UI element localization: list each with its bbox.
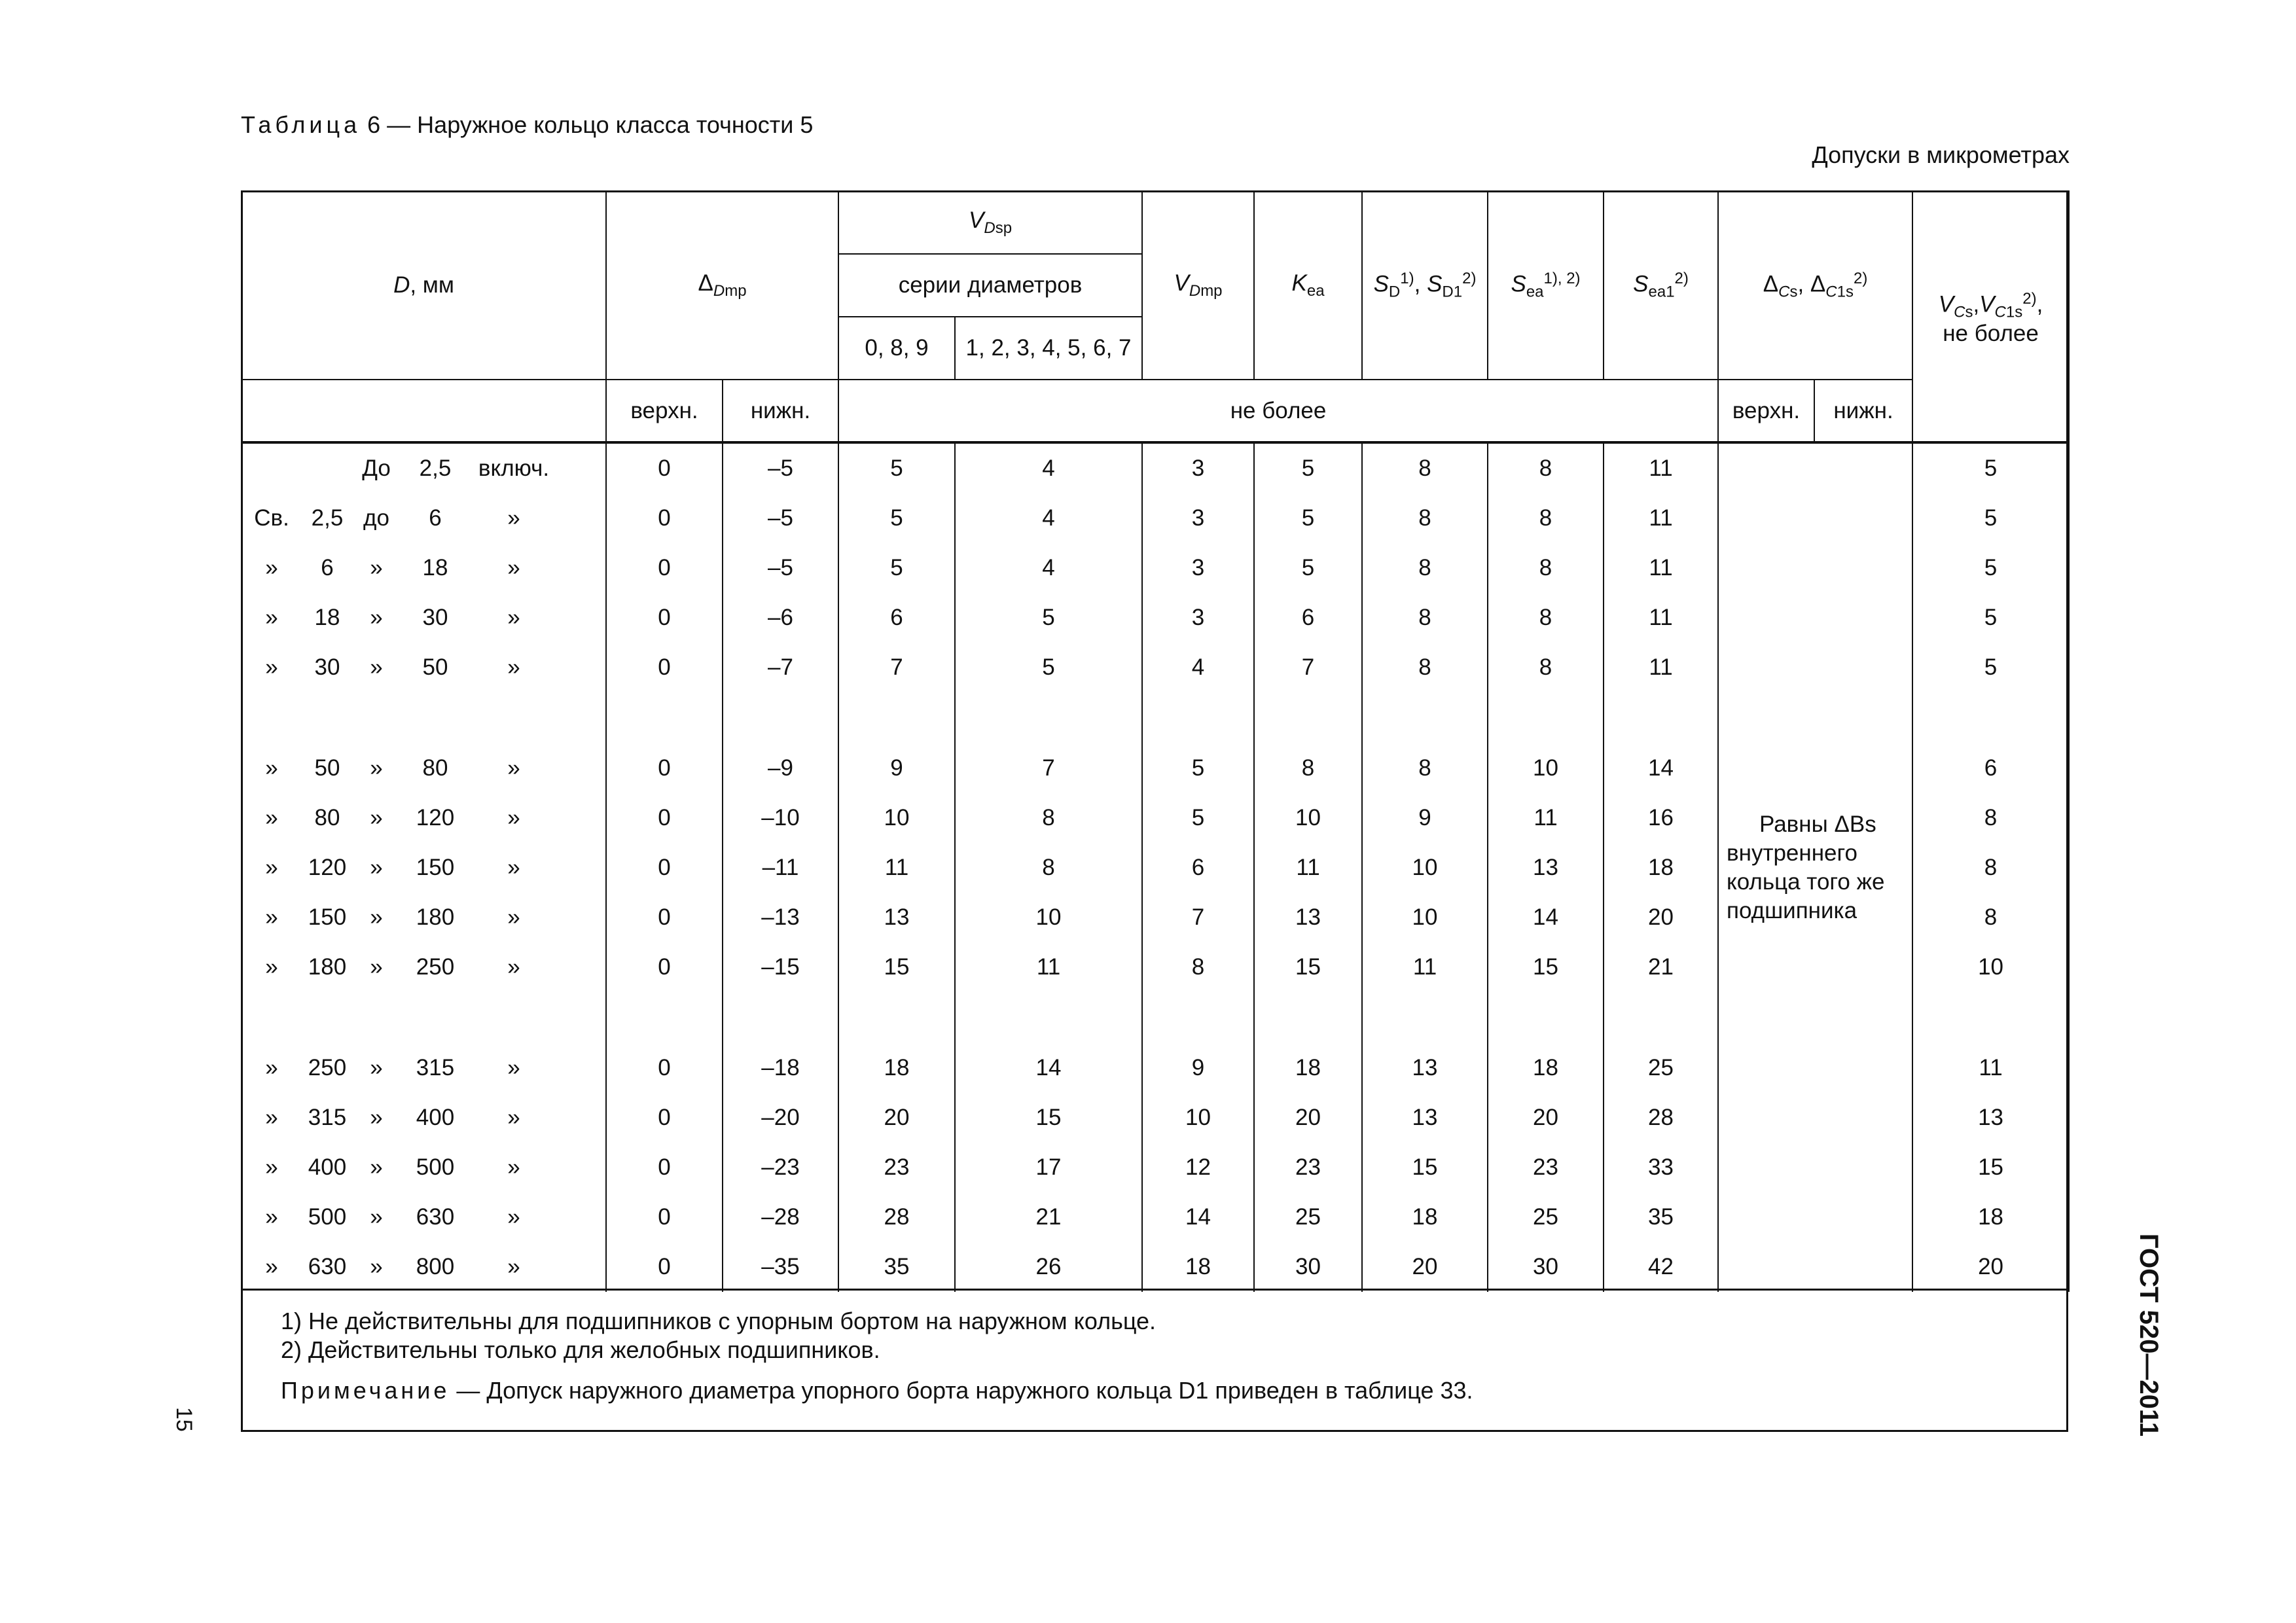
diameter-part: 500 bbox=[416, 1154, 455, 1180]
cell-a: 11 bbox=[838, 843, 955, 893]
diameter-part: » bbox=[265, 954, 278, 980]
diameter-part: » bbox=[370, 904, 383, 930]
table-title-text: 6 — Наружное кольцо класса точности 5 bbox=[361, 111, 814, 138]
diameter-part: » bbox=[507, 855, 520, 880]
cell-sea: 8 bbox=[1488, 543, 1604, 593]
cell-sd: 8 bbox=[1362, 643, 1488, 692]
cell-b: 5 bbox=[955, 593, 1142, 643]
diameter-range-cell bbox=[242, 643, 606, 692]
diameter-part: » bbox=[507, 1254, 520, 1279]
note-label: Примечание bbox=[281, 1377, 450, 1404]
cell-low: –10 bbox=[723, 793, 838, 843]
header-v-cs-note: не более bbox=[1943, 320, 2039, 346]
cell-vcs: 13 bbox=[1912, 1093, 2069, 1143]
cell-vcs: 10 bbox=[1912, 942, 2069, 992]
note-text: — Допуск наружного диаметра упорного борта наружного кольца D1 приведен в таблице 33. bbox=[450, 1377, 1473, 1404]
diameter-part: » bbox=[370, 555, 383, 580]
diameter-part: » bbox=[370, 1105, 383, 1130]
cell-vdmp: 3 bbox=[1142, 543, 1254, 593]
note bbox=[281, 1377, 1473, 1404]
cell-kea: 18 bbox=[1254, 1043, 1362, 1093]
cell-vcs: 5 bbox=[1912, 493, 2069, 543]
cell-up: 0 bbox=[606, 442, 723, 493]
cell-kea: 5 bbox=[1254, 493, 1362, 543]
diameter-part: 2,5 bbox=[311, 505, 344, 531]
cell-up: 0 bbox=[606, 1143, 723, 1192]
diameter-part: » bbox=[370, 1055, 383, 1080]
cell-low: –23 bbox=[723, 1143, 838, 1192]
cell-kea: 25 bbox=[1254, 1192, 1362, 1242]
diameter-part: 800 bbox=[416, 1254, 455, 1279]
gap-cell bbox=[1912, 692, 2069, 743]
diameter-part: » bbox=[265, 1105, 278, 1130]
diameter-part: » bbox=[370, 605, 383, 630]
diameter-part: 80 bbox=[422, 755, 448, 781]
cell-low: –5 bbox=[723, 493, 838, 543]
cell-vcs: 15 bbox=[1912, 1143, 2069, 1192]
cell-sea: 10 bbox=[1488, 743, 1604, 793]
diameter-part: » bbox=[507, 1055, 520, 1080]
page-number: 15 bbox=[171, 1407, 196, 1432]
cell-sea1: 11 bbox=[1604, 593, 1718, 643]
units-note: Допуски в микрометрах bbox=[1812, 141, 2070, 168]
diameter-part: 18 bbox=[314, 605, 340, 630]
cell-b: 26 bbox=[955, 1242, 1142, 1292]
diameter-part: 250 bbox=[308, 1055, 347, 1080]
cell-sd: 13 bbox=[1362, 1043, 1488, 1093]
cell-kea: 8 bbox=[1254, 743, 1362, 793]
cell-low: –5 bbox=[723, 442, 838, 493]
cell-sea: 8 bbox=[1488, 493, 1604, 543]
diameter-part: 50 bbox=[314, 755, 340, 781]
diameter-range-cell bbox=[242, 442, 606, 493]
cell-a: 28 bbox=[838, 1192, 955, 1242]
header-series: серии диаметров bbox=[838, 254, 1142, 317]
cell-kea: 20 bbox=[1254, 1093, 1362, 1143]
cell-sea1: 16 bbox=[1604, 793, 1718, 843]
diameter-range-cell bbox=[242, 593, 606, 643]
cell-sea1: 14 bbox=[1604, 743, 1718, 793]
cell-sd: 20 bbox=[1362, 1242, 1488, 1292]
diameter-range-cell bbox=[242, 793, 606, 843]
cell-up: 0 bbox=[606, 843, 723, 893]
cell-low: –5 bbox=[723, 543, 838, 593]
cell-low: –15 bbox=[723, 942, 838, 992]
header-series-a: 0, 8, 9 bbox=[838, 317, 955, 380]
cell-a: 15 bbox=[838, 942, 955, 992]
header-s-d: $S_D^{1)}$, $S_{D1}^{2)}$ bbox=[1362, 191, 1488, 380]
cell-a: 9 bbox=[838, 743, 955, 793]
header-d-cs: $\Delta_{Cs}$, $\Delta_{C1s}^{2)}$ bbox=[1718, 191, 1912, 380]
cell-a: 7 bbox=[838, 643, 955, 692]
header-s-ea1: $S_{ea1}^{2)}$ bbox=[1604, 191, 1718, 380]
diameter-part: » bbox=[507, 1204, 520, 1230]
table-title bbox=[241, 111, 813, 139]
cell-sea: 30 bbox=[1488, 1242, 1604, 1292]
gap-cell bbox=[1488, 992, 1604, 1043]
cell-sd: 10 bbox=[1362, 843, 1488, 893]
diameter-part: » bbox=[507, 1154, 520, 1180]
diameter-part: 400 bbox=[308, 1154, 347, 1180]
cell-sea1: 11 bbox=[1604, 543, 1718, 593]
cell-up: 0 bbox=[606, 593, 723, 643]
gap-cell bbox=[1254, 692, 1362, 743]
cell-vdmp: 4 bbox=[1142, 643, 1254, 692]
diameter-part: » bbox=[265, 855, 278, 880]
table-row bbox=[242, 442, 2069, 493]
footnote-1: 1) Не действительны для подшипников с упорным бортом на наружном кольце. bbox=[281, 1308, 1157, 1334]
standard-id: ГОСТ 520—2011 bbox=[2134, 1233, 2163, 1437]
cell-sd: 10 bbox=[1362, 893, 1488, 942]
cell-vcs: 18 bbox=[1912, 1192, 2069, 1242]
cell-b: 4 bbox=[955, 442, 1142, 493]
header-d: D, мм bbox=[242, 191, 606, 380]
cell-a: 35 bbox=[838, 1242, 955, 1292]
cell-up: 0 bbox=[606, 543, 723, 593]
cell-a: 6 bbox=[838, 593, 955, 643]
cell-vdmp: 5 bbox=[1142, 793, 1254, 843]
cell-vcs: 5 bbox=[1912, 643, 2069, 692]
gap-cell bbox=[838, 692, 955, 743]
diameter-part: 315 bbox=[416, 1055, 455, 1080]
diameter-part: 80 bbox=[314, 805, 340, 830]
header-s-ea: $S_{ea}^{1), 2)}$ bbox=[1488, 191, 1604, 380]
diameter-part: » bbox=[370, 954, 383, 980]
gap-cell bbox=[723, 992, 838, 1043]
cell-a: 20 bbox=[838, 1093, 955, 1143]
header-not-more: не более bbox=[838, 380, 1718, 442]
cell-b: 21 bbox=[955, 1192, 1142, 1242]
diameter-part: включ. bbox=[478, 455, 550, 481]
cell-b: 4 bbox=[955, 543, 1142, 593]
cell-sea: 14 bbox=[1488, 893, 1604, 942]
gap-cell bbox=[242, 992, 606, 1043]
diameter-part: » bbox=[265, 654, 278, 680]
cell-sea1: 28 bbox=[1604, 1093, 1718, 1143]
cell-low: –18 bbox=[723, 1043, 838, 1093]
cell-up: 0 bbox=[606, 1093, 723, 1143]
cell-vcs: 8 bbox=[1912, 893, 2069, 942]
cell-a: 5 bbox=[838, 493, 955, 543]
footnote-2: 2) Действительны только для желобных подшипников. bbox=[281, 1336, 880, 1363]
cell-kea: 15 bbox=[1254, 942, 1362, 992]
cell-b: 10 bbox=[955, 893, 1142, 942]
diameter-part: 120 bbox=[416, 805, 455, 830]
cell-low: –28 bbox=[723, 1192, 838, 1242]
cell-sea1: 25 bbox=[1604, 1043, 1718, 1093]
cell-sea1: 21 bbox=[1604, 942, 1718, 992]
gap-cell bbox=[606, 692, 723, 743]
cell-sd: 11 bbox=[1362, 942, 1488, 992]
cell-vcs: 8 bbox=[1912, 793, 2069, 843]
diameter-range-cell bbox=[242, 893, 606, 942]
diameter-part: » bbox=[507, 505, 520, 531]
cell-a: 18 bbox=[838, 1043, 955, 1093]
cell-vdmp: 5 bbox=[1142, 743, 1254, 793]
cell-vdmp: 8 bbox=[1142, 942, 1254, 992]
diameter-part: 315 bbox=[308, 1105, 347, 1130]
diameter-part: 120 bbox=[308, 855, 347, 880]
cell-a: 13 bbox=[838, 893, 955, 942]
diameter-part: » bbox=[370, 855, 383, 880]
gap-cell bbox=[1604, 692, 1718, 743]
diameter-part: » bbox=[265, 904, 278, 930]
cell-vdmp: 7 bbox=[1142, 893, 1254, 942]
diameter-part: » bbox=[370, 1254, 383, 1279]
diameter-part: Св. bbox=[254, 505, 289, 531]
cell-sd: 8 bbox=[1362, 442, 1488, 493]
merged-note-line: подшипника bbox=[1727, 898, 1857, 923]
cell-kea: 30 bbox=[1254, 1242, 1362, 1292]
cell-sea1: 35 bbox=[1604, 1192, 1718, 1242]
gap-cell bbox=[955, 992, 1142, 1043]
diameter-part: » bbox=[265, 1204, 278, 1230]
diameter-part: » bbox=[507, 755, 520, 781]
header-upper: верхн. bbox=[606, 380, 723, 442]
cell-kea: 10 bbox=[1254, 793, 1362, 843]
cell-b: 15 bbox=[955, 1093, 1142, 1143]
diameter-range-cell bbox=[242, 942, 606, 992]
cell-up: 0 bbox=[606, 793, 723, 843]
cell-sea1: 11 bbox=[1604, 442, 1718, 493]
diameter-part: 150 bbox=[308, 904, 347, 930]
cell-sd: 8 bbox=[1362, 593, 1488, 643]
cell-low: –13 bbox=[723, 893, 838, 942]
merged-note-cell bbox=[1718, 442, 1912, 1292]
diameter-part: » bbox=[370, 1204, 383, 1230]
cell-sea: 23 bbox=[1488, 1143, 1604, 1192]
diameter-part: » bbox=[370, 805, 383, 830]
cell-vdmp: 12 bbox=[1142, 1143, 1254, 1192]
cell-b: 7 bbox=[955, 743, 1142, 793]
cell-low: –20 bbox=[723, 1093, 838, 1143]
cell-b: 8 bbox=[955, 843, 1142, 893]
cell-vcs: 6 bbox=[1912, 743, 2069, 793]
gap-cell bbox=[1604, 992, 1718, 1043]
cell-a: 5 bbox=[838, 543, 955, 593]
cell-b: 14 bbox=[955, 1043, 1142, 1093]
cell-vdmp: 6 bbox=[1142, 843, 1254, 893]
diameter-part: 500 bbox=[308, 1204, 347, 1230]
diameter-part: » bbox=[265, 1154, 278, 1180]
diameter-range-cell bbox=[242, 1242, 606, 1292]
cell-vdmp: 3 bbox=[1142, 593, 1254, 643]
cell-sea: 15 bbox=[1488, 942, 1604, 992]
cell-sea1: 11 bbox=[1604, 643, 1718, 692]
header-upper-2: верхн. bbox=[1718, 380, 1814, 442]
cell-sea1: 11 bbox=[1604, 493, 1718, 543]
diameter-range-cell bbox=[242, 743, 606, 793]
merged-note-line: кольца того же bbox=[1727, 869, 1885, 895]
cell-kea: 5 bbox=[1254, 543, 1362, 593]
cell-sea: 8 bbox=[1488, 442, 1604, 493]
gap-cell bbox=[838, 992, 955, 1043]
diameter-part: 6 bbox=[429, 505, 442, 531]
diameter-part: » bbox=[370, 654, 383, 680]
cell-vdmp: 3 bbox=[1142, 493, 1254, 543]
cell-b: 11 bbox=[955, 942, 1142, 992]
diameter-part: » bbox=[265, 555, 278, 580]
table-title-prefix: Таблица bbox=[241, 111, 361, 138]
gap-cell bbox=[606, 992, 723, 1043]
gap-cell bbox=[1142, 992, 1254, 1043]
cell-vcs: 5 bbox=[1912, 593, 2069, 643]
cell-low: –11 bbox=[723, 843, 838, 893]
diameter-part: » bbox=[265, 755, 278, 781]
header-d-dmp: $\Delta_{Dmp}$ bbox=[606, 191, 838, 380]
cell-up: 0 bbox=[606, 743, 723, 793]
cell-vcs: 11 bbox=[1912, 1043, 2069, 1093]
header-v-dmp: $V_{Dmp}$ bbox=[1142, 191, 1254, 380]
gap-cell bbox=[242, 692, 606, 743]
diameter-part: » bbox=[265, 1055, 278, 1080]
diameter-part: 2,5 bbox=[419, 455, 452, 481]
gap-cell bbox=[1254, 992, 1362, 1043]
header-d-blank bbox=[242, 380, 606, 442]
header-v-cs: $V_{Cs},V_{C1s}^{2)}$, не более bbox=[1912, 191, 2069, 442]
cell-up: 0 bbox=[606, 1192, 723, 1242]
cell-vcs: 20 bbox=[1912, 1242, 2069, 1292]
gap-cell bbox=[1362, 692, 1488, 743]
cell-low: –7 bbox=[723, 643, 838, 692]
cell-a: 5 bbox=[838, 442, 955, 493]
cell-vcs: 5 bbox=[1912, 442, 2069, 493]
cell-vdmp: 18 bbox=[1142, 1242, 1254, 1292]
cell-sea1: 20 bbox=[1604, 893, 1718, 942]
cell-sea: 11 bbox=[1488, 793, 1604, 843]
cell-up: 0 bbox=[606, 493, 723, 543]
cell-sea: 8 bbox=[1488, 643, 1604, 692]
diameter-part: » bbox=[265, 605, 278, 630]
cell-up: 0 bbox=[606, 643, 723, 692]
diameter-part: 400 bbox=[416, 1105, 455, 1130]
diameter-part: » bbox=[507, 1105, 520, 1130]
header-lower-2: нижн. bbox=[1814, 380, 1912, 442]
cell-a: 10 bbox=[838, 793, 955, 843]
diameter-part: 630 bbox=[416, 1204, 455, 1230]
gap-cell bbox=[1912, 992, 2069, 1043]
gap-cell bbox=[1488, 692, 1604, 743]
diameter-part: » bbox=[507, 555, 520, 580]
diameter-part: До bbox=[362, 455, 391, 481]
header-series-b: 1, 2, 3, 4, 5, 6, 7 bbox=[955, 317, 1142, 380]
cell-vdmp: 10 bbox=[1142, 1093, 1254, 1143]
diameter-part: 30 bbox=[314, 654, 340, 680]
diameter-part: » bbox=[370, 1154, 383, 1180]
tolerance-table bbox=[241, 190, 2070, 1292]
cell-sea1: 33 bbox=[1604, 1143, 1718, 1192]
cell-b: 4 bbox=[955, 493, 1142, 543]
diameter-range-cell bbox=[242, 493, 606, 543]
cell-b: 17 bbox=[955, 1143, 1142, 1192]
gap-cell bbox=[955, 692, 1142, 743]
cell-a: 23 bbox=[838, 1143, 955, 1192]
diameter-range-cell bbox=[242, 1093, 606, 1143]
diameter-range-cell bbox=[242, 1143, 606, 1192]
cell-sd: 8 bbox=[1362, 493, 1488, 543]
cell-vcs: 5 bbox=[1912, 543, 2069, 593]
cell-sd: 13 bbox=[1362, 1093, 1488, 1143]
header-k-ea: $K_{ea}$ bbox=[1254, 191, 1362, 380]
footnotes bbox=[241, 1289, 2068, 1432]
diameter-part: » bbox=[265, 1254, 278, 1279]
cell-sea: 18 bbox=[1488, 1043, 1604, 1093]
cell-sea1: 42 bbox=[1604, 1242, 1718, 1292]
diameter-range-cell bbox=[242, 543, 606, 593]
gap-cell bbox=[1362, 992, 1488, 1043]
cell-vcs: 8 bbox=[1912, 843, 2069, 893]
diameter-part: 250 bbox=[416, 954, 455, 980]
cell-low: –9 bbox=[723, 743, 838, 793]
cell-b: 8 bbox=[955, 793, 1142, 843]
cell-sea: 20 bbox=[1488, 1093, 1604, 1143]
cell-sea: 13 bbox=[1488, 843, 1604, 893]
diameter-part: 50 bbox=[422, 654, 448, 680]
cell-sd: 15 bbox=[1362, 1143, 1488, 1192]
cell-up: 0 bbox=[606, 893, 723, 942]
cell-b: 5 bbox=[955, 643, 1142, 692]
diameter-part: 630 bbox=[308, 1254, 347, 1279]
diameter-part: 180 bbox=[416, 904, 455, 930]
cell-vdmp: 14 bbox=[1142, 1192, 1254, 1242]
cell-up: 0 bbox=[606, 1043, 723, 1093]
cell-sea: 25 bbox=[1488, 1192, 1604, 1242]
cell-up: 0 bbox=[606, 942, 723, 992]
diameter-part: » bbox=[507, 904, 520, 930]
cell-sd: 8 bbox=[1362, 743, 1488, 793]
cell-kea: 7 bbox=[1254, 643, 1362, 692]
diameter-part: 180 bbox=[308, 954, 347, 980]
cell-low: –6 bbox=[723, 593, 838, 643]
cell-kea: 11 bbox=[1254, 843, 1362, 893]
header-lower: нижн. bbox=[723, 380, 838, 442]
diameter-part: 150 bbox=[416, 855, 455, 880]
cell-sea: 8 bbox=[1488, 593, 1604, 643]
cell-sd: 8 bbox=[1362, 543, 1488, 593]
cell-sd: 18 bbox=[1362, 1192, 1488, 1242]
cell-low: –35 bbox=[723, 1242, 838, 1292]
diameter-part: » bbox=[507, 954, 520, 980]
merged-note-line: Равны ΔBs bbox=[1759, 812, 1876, 837]
diameter-part: » bbox=[507, 805, 520, 830]
cell-vdmp: 9 bbox=[1142, 1043, 1254, 1093]
merged-note-line: внутреннего bbox=[1727, 840, 1857, 866]
gap-cell bbox=[1142, 692, 1254, 743]
diameter-range-cell bbox=[242, 843, 606, 893]
diameter-range-cell bbox=[242, 1043, 606, 1093]
diameter-part: » bbox=[507, 605, 520, 630]
diameter-part: » bbox=[370, 755, 383, 781]
diameter-part: » bbox=[265, 805, 278, 830]
cell-kea: 6 bbox=[1254, 593, 1362, 643]
diameter-part: 30 bbox=[422, 605, 448, 630]
diameter-part: 18 bbox=[422, 555, 448, 580]
cell-kea: 13 bbox=[1254, 893, 1362, 942]
header-v-dsp: $V_{Dsp}$ bbox=[838, 191, 1142, 254]
cell-sd: 9 bbox=[1362, 793, 1488, 843]
cell-up: 0 bbox=[606, 1242, 723, 1292]
diameter-part: 6 bbox=[321, 555, 334, 580]
diameter-part: » bbox=[507, 654, 520, 680]
cell-vdmp: 3 bbox=[1142, 442, 1254, 493]
cell-kea: 23 bbox=[1254, 1143, 1362, 1192]
gap-cell bbox=[723, 692, 838, 743]
diameter-part: до bbox=[363, 505, 389, 531]
cell-kea: 5 bbox=[1254, 442, 1362, 493]
diameter-range-cell bbox=[242, 1192, 606, 1242]
cell-sea1: 18 bbox=[1604, 843, 1718, 893]
